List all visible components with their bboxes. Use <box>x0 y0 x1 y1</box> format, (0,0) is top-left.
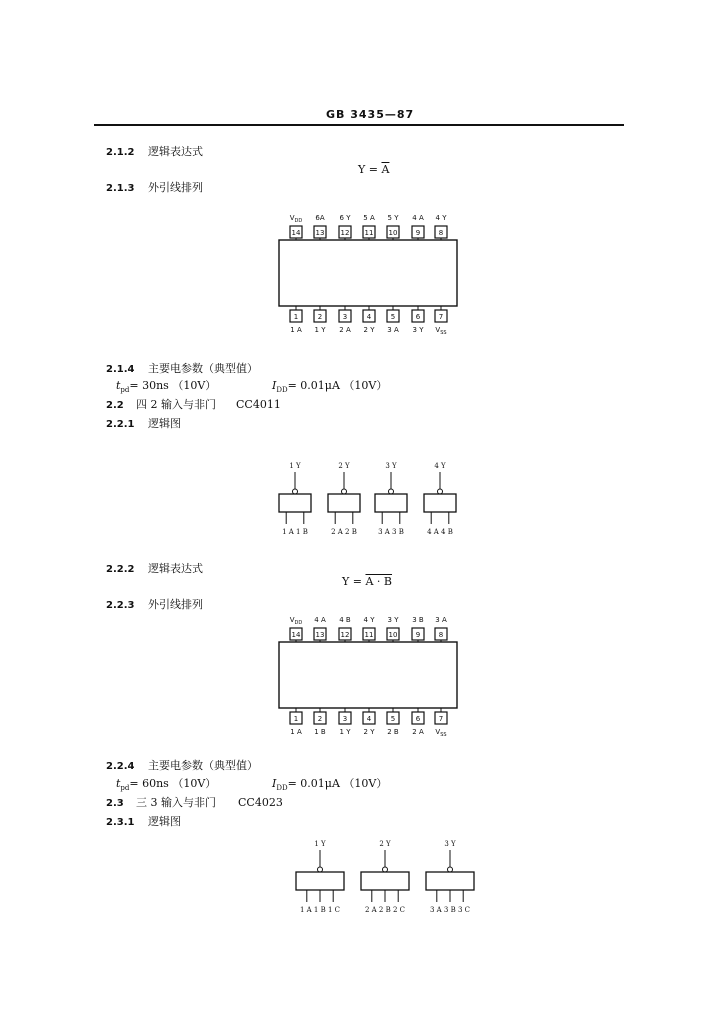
section-title: 三 3 输入与非门 <box>136 796 216 809</box>
cc4069-top-pin-label: 6 Y <box>339 214 351 222</box>
nand2-3-gate <box>375 462 407 536</box>
nand3-2-gate <box>361 840 409 914</box>
nand2-2-output-label: 2 Y <box>338 462 350 470</box>
idd-symbol: I <box>272 777 277 790</box>
cc4069-bottom-pin-number: 6 <box>415 313 421 321</box>
cc4011-top-pin-number: 8 <box>438 631 444 639</box>
nand3-3-input-label: 3 A 3 B 3 C <box>429 906 471 914</box>
idd-value: = 0.01μA （10V） <box>287 777 388 790</box>
cc4011-bottom-pin-label: 2 A <box>412 728 424 736</box>
section-title: 逻辑图 <box>148 815 181 828</box>
cc4011-top-pin-number: 12 <box>340 631 350 639</box>
nand2-4-input-label: 4 A 4 B <box>427 528 453 536</box>
cc4011-bottom-pin-label: 2 Y <box>363 728 375 736</box>
idd-value: = 0.01μA （10V） <box>287 379 388 392</box>
cc4011-top-pin-label: $V_{DD}$ <box>289 616 303 626</box>
cc4069-top-pin-number: 9 <box>415 229 421 237</box>
cc4011-chip <box>279 628 457 724</box>
nand3-1-input-label: 1 A 1 B 1 C <box>299 906 341 914</box>
cc4069-top-pin-label: 5 Y <box>387 214 399 222</box>
section-title: 外引线排列 <box>148 181 203 194</box>
tpd-symbol: t <box>116 777 121 790</box>
cc4011-bottom-pin-label: 1 Y <box>339 728 351 736</box>
cc4069-bottom-pin-number: 5 <box>390 313 396 321</box>
cc4069-top-pin-label: 4 A <box>412 214 424 222</box>
document-code: GB 3435—87 <box>326 108 415 121</box>
nand2-1-inversion-bubble <box>293 489 298 494</box>
cc4069-top-pin-label: 5 A <box>363 214 375 222</box>
cc4069-bottom-pin-label: 3 Y <box>412 326 424 334</box>
cc4011-bottom-pin-number: 5 <box>390 715 396 723</box>
cc4011-top-pin-number: 11 <box>364 631 374 639</box>
section-number: 2.3.1 <box>106 817 135 828</box>
cc4069-top-pin-number: 13 <box>315 229 325 237</box>
nand2-2-gate <box>328 462 360 536</box>
cc4069-bottom-pin-label: 2 Y <box>363 326 375 334</box>
cc4069-top-pin-number: 8 <box>438 229 444 237</box>
nand3-2-input-label: 2 A 2 B 2 C <box>364 906 406 914</box>
cc4011-bottom-pin-number: 7 <box>438 715 444 723</box>
nand2-3-output-label: 3 Y <box>385 462 397 470</box>
section-number: 2.2.2 <box>106 564 135 575</box>
nand2-1-gate-body <box>279 494 311 512</box>
cc4011-top-pin-number: 14 <box>291 631 301 639</box>
cc4011-bottom-pin-number: 6 <box>415 715 421 723</box>
cc4069-bottom-pin-number: 7 <box>438 313 444 321</box>
section-title: 逻辑表达式 <box>148 562 203 575</box>
cc4069-top-pin-label: 4 Y <box>435 214 447 222</box>
nand2-4-gate-body <box>424 494 456 512</box>
nand3-2-inversion-bubble <box>383 867 388 872</box>
cc4011-top-pin-label: 4 B <box>339 616 351 624</box>
nand2-3-input-label: 3 A 3 B <box>378 528 404 536</box>
nand2-1-input-label: 1 A 1 B <box>282 528 308 536</box>
nand2-4-output-label: 4 Y <box>434 462 446 470</box>
nand3-3-gate <box>426 840 474 914</box>
tpd-value: = 60ns （10V） <box>129 777 217 790</box>
cc4011-bottom-pin-number: 3 <box>342 715 348 723</box>
cc4011-bottom-pin-label: 2 B <box>387 728 399 736</box>
part-number: CC4023 <box>238 796 283 809</box>
section-number: 2.3 <box>106 798 124 809</box>
cc4069-bottom-pin-number: 4 <box>366 313 372 321</box>
nand3-3-gate-body <box>426 872 474 890</box>
cc4011-bottom-pin-number: 2 <box>317 715 323 723</box>
section-number: 2.1.2 <box>106 147 135 158</box>
cc4011-top-pin-number: 9 <box>415 631 421 639</box>
nand3-3-output-label: 3 Y <box>444 840 456 848</box>
cc4069-top-pin-number: 14 <box>291 229 301 237</box>
tpd-value: = 30ns （10V） <box>129 379 217 392</box>
nand3-2-gate-body <box>361 872 409 890</box>
section-title: 主要电参数（典型值） <box>148 362 258 375</box>
cc4011-top-pin-label: 3 Y <box>387 616 399 624</box>
expr-lhs: Y = <box>358 163 382 176</box>
cc4011-bottom-pin-label: $V_{SS}$ <box>435 728 447 738</box>
cc4069-top-pin-number: 10 <box>388 229 398 237</box>
nand3-1-gate-body <box>296 872 344 890</box>
idd-symbol: I <box>272 379 277 392</box>
cc4069-bottom-pin-label: 1 A <box>290 326 302 334</box>
cc4069-chip <box>279 226 457 322</box>
cc4069-bottom-pin-number: 1 <box>293 313 299 321</box>
nand2-2-inversion-bubble <box>342 489 347 494</box>
nand2-3-inversion-bubble <box>389 489 394 494</box>
nand3-2-output-label: 2 Y <box>379 840 391 848</box>
cc4011-bottom-pin-label: 1 B <box>314 728 326 736</box>
cc4069-bottom-pin-number: 2 <box>317 313 323 321</box>
section-number: 2.1.3 <box>106 183 135 194</box>
nand3-3-inversion-bubble <box>448 867 453 872</box>
cc4011-chip-body <box>279 642 457 708</box>
nand3-1-inversion-bubble <box>318 867 323 872</box>
cc4069-bottom-pin-label: $V_{SS}$ <box>435 326 447 336</box>
nand2-2-gate-body <box>328 494 360 512</box>
cc4011-top-pin-number: 13 <box>315 631 325 639</box>
nand2-2-input-label: 2 A 2 B <box>331 528 357 536</box>
nand2-4-inversion-bubble <box>438 489 443 494</box>
cc4069-bottom-pin-label: 1 Y <box>314 326 326 334</box>
tpd-sub: pd <box>120 784 130 793</box>
cc4011-top-pin-number: 10 <box>388 631 398 639</box>
cc4069-top-pin-label: $V_{DD}$ <box>289 214 303 224</box>
section-title: 逻辑图 <box>148 417 181 430</box>
cc4011-bottom-pin-number: 4 <box>366 715 372 723</box>
cc4011-top-pin-label: 3 B <box>412 616 424 624</box>
cc4069-bottom-pin-label: 2 A <box>339 326 351 334</box>
expr-rhs: A · B <box>365 575 393 588</box>
cc4069-top-pin-number: 12 <box>340 229 350 237</box>
section-title: 四 2 输入与非门 <box>136 398 216 411</box>
section-number: 2.2.4 <box>106 761 135 772</box>
section-title: 逻辑表达式 <box>148 145 203 158</box>
tpd-sub: pd <box>120 386 130 395</box>
section-number: 2.2.1 <box>106 419 135 430</box>
cc4069-bottom-pin-label: 3 A <box>387 326 399 334</box>
cc4011-top-pin-label: 3 A <box>435 616 447 624</box>
part-number: CC4011 <box>236 398 281 411</box>
cc4011-top-pin-label: 4 Y <box>363 616 375 624</box>
cc4069-top-pin-number: 11 <box>364 229 374 237</box>
cc4011-bottom-pin-number: 1 <box>293 715 299 723</box>
expr-lhs: Y = <box>342 575 366 588</box>
cc4011-bottom-pin-label: 1 A <box>290 728 302 736</box>
nand2-1-gate <box>279 462 311 536</box>
nand2-1-output-label: 1 Y <box>289 462 301 470</box>
tpd-symbol: t <box>116 379 121 392</box>
section-title: 主要电参数（典型值） <box>148 759 258 772</box>
section-number: 2.2 <box>106 400 124 411</box>
cc4069-bottom-pin-number: 3 <box>342 313 348 321</box>
section-number: 2.2.3 <box>106 600 135 611</box>
expr-rhs: $\overline{A}$ <box>381 163 390 176</box>
nand3-1-gate <box>296 840 344 914</box>
idd-sub: DD <box>276 386 288 395</box>
section-number: 2.1.4 <box>106 364 135 375</box>
cc4069-top-pin-label: 6A <box>315 214 325 222</box>
section-title: 外引线排列 <box>148 598 203 611</box>
idd-sub: DD <box>276 784 288 793</box>
nand2-4-gate <box>424 462 456 536</box>
cc4011-top-pin-label: 4 A <box>314 616 326 624</box>
cc4069-chip-body <box>279 240 457 306</box>
nand2-3-gate-body <box>375 494 407 512</box>
nand3-1-output-label: 1 Y <box>314 840 326 848</box>
